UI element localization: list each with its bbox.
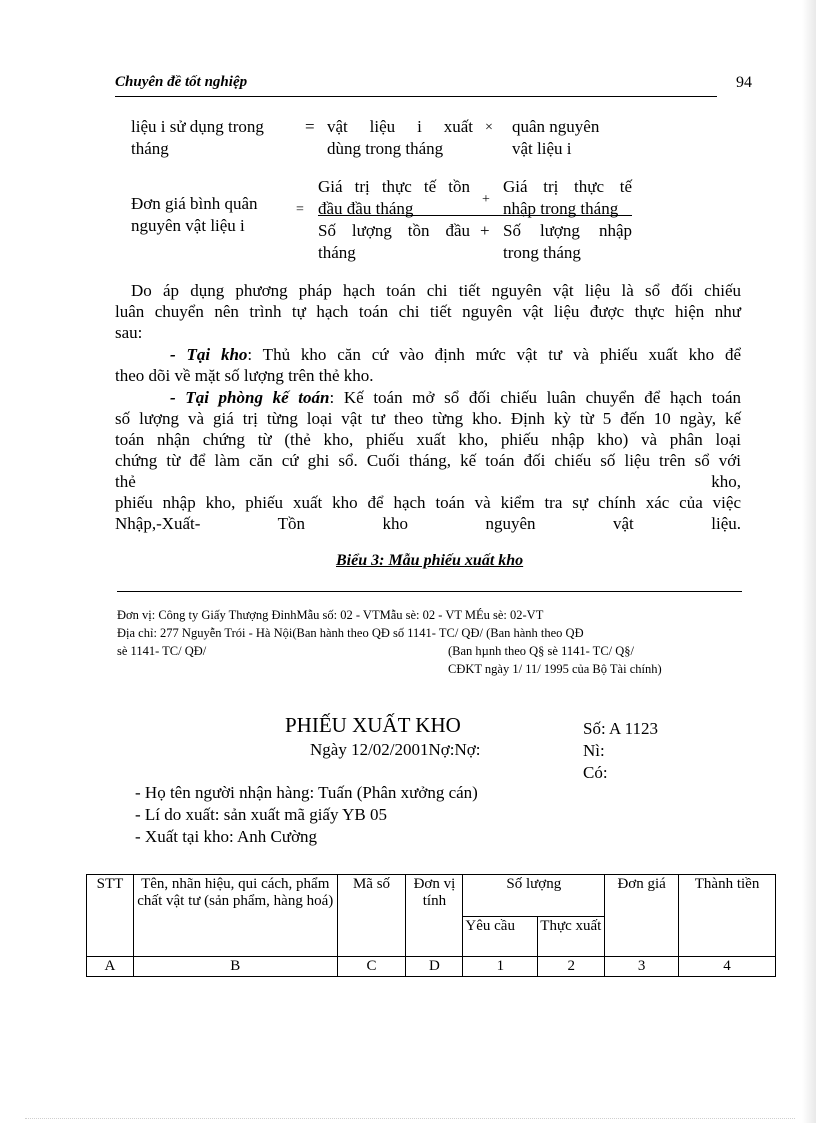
- body-line: thẻ kho,: [115, 472, 741, 491]
- form-decision-line-a: sè 1141- TC/ QĐ/: [117, 644, 207, 658]
- page-edge-shadow: [802, 0, 816, 1123]
- body-line: chứng từ để làm căn cứ ghi sổ. Cuối tháng, kế toán đối chiếu số liệu trên sổ với: [115, 451, 741, 470]
- tai-kho-line: [170, 344, 741, 365]
- formula2-num-a-1: Giá trị thực tế tồn: [318, 177, 470, 196]
- formula1-mid-1: vật liệu i xuất: [327, 117, 473, 136]
- form-warehouse: - Xuất tại kho: Anh Cường: [135, 827, 318, 846]
- form-date: Ngày 12/02/2001Nợ:Nợ:: [310, 740, 481, 759]
- col-header-stt: STT: [87, 875, 134, 957]
- body-line: Do áp dụng phương pháp hạch toán chi tiết nguyên vật liệu là sổ đối chiếu: [131, 281, 741, 300]
- table-code-cell: 3: [605, 957, 679, 977]
- formula2-num-b-2: nhập trong tháng: [503, 199, 619, 218]
- formula2-label-2: nguyên vật liệu i: [131, 216, 245, 235]
- body-line: số lượng và giá trị từng loại vật tư theo từng kho. Định kỳ từ 5 đến 10 ngày, kế: [115, 409, 741, 428]
- formula2-plus-1: +: [482, 192, 490, 207]
- table-code-cell: 2: [538, 957, 605, 977]
- form-number: Số: A 1123: [583, 719, 658, 738]
- formula1-right-2: vật liệu i: [512, 139, 572, 158]
- caption-rule: [117, 591, 742, 592]
- tai-phong-ke-toan-text: : Kế toán mở sổ đối chiếu luân chuyển để hạch toán: [329, 388, 741, 407]
- table-code-cell: C: [337, 957, 406, 977]
- table-code-cell: 4: [679, 957, 776, 977]
- table-code-cell: A: [87, 957, 134, 977]
- table-code-cell: D: [406, 957, 463, 977]
- form-address-line: Địa chỉ: 277 Nguyễn Trói - Hà Nội(Ban hành theo QĐ số 1141- TC/ QĐ/ (Ban hành theo QĐ: [117, 626, 584, 640]
- form-recipient: - Họ tên người nhận hàng: Tuấn (Phân xưởng cán): [135, 783, 478, 802]
- tai-phong-ke-toan-label: - Tại phòng kế toán: [170, 388, 330, 407]
- col-header-quantity: Số lượng: [463, 875, 605, 917]
- issue-slip-table: [86, 874, 776, 977]
- formula2-fraction-bar: [318, 215, 632, 216]
- tai-kho-text: : Thủ kho căn cứ vào định mức vật tư và phiếu xuất kho để: [247, 345, 741, 364]
- body-line: theo dõi về mặt số lượng trên thẻ kho.: [115, 366, 374, 385]
- table-code-cell: 1: [463, 957, 538, 977]
- formula2-num-a-2: đầu đầu tháng: [318, 199, 414, 218]
- formula2-den-a-1: Số lượng tồn đầu: [318, 221, 470, 240]
- table-code-cell: B: [133, 957, 337, 977]
- col-header-unit: Đơn vị tính: [406, 875, 463, 957]
- form-credit: Có:: [583, 763, 608, 782]
- form-unit-line: Đơn vị: Công ty Giấy Thượng ĐỉnhMẫu số: 02 - VTMẫu sè: 02 - VT MÉu sè: 02-VT: [117, 608, 544, 622]
- body-line: toán nhận chứng từ (thẻ kho, phiếu xuất kho, phiếu nhập kho) và phân loại: [115, 430, 741, 449]
- formula2-den-a-2: tháng: [318, 243, 356, 262]
- tai-kho-label: - Tại kho: [170, 345, 248, 364]
- page-number: 94: [736, 74, 752, 91]
- formula2-den-b-1: Số lượng nhập: [503, 221, 632, 240]
- body-line: luân chuyển nên trình tự hạch toán chi tiết nguyên vật liệu được thực hiện như: [115, 302, 741, 321]
- form-title: PHIẾU XUẤT KHO: [285, 713, 461, 737]
- formula1-right-1: quân nguyên: [512, 117, 600, 136]
- col-header-requested: Yêu cầu: [463, 917, 538, 957]
- col-header-code: Mã số: [337, 875, 406, 957]
- page-bottom-dotted-line: [25, 1118, 795, 1119]
- form-decision-line-b: (Ban hµnh theo Q§ sè 1141- TC/ Q§/: [448, 644, 635, 658]
- form-decision-line-c: CĐKT ngày 1/ 11/ 1995 của Bộ Tài chính): [448, 662, 662, 676]
- formula1-left-2: tháng: [131, 139, 169, 158]
- col-header-amount: Thành tiền: [679, 875, 776, 957]
- formula1-mid-2: dùng trong tháng: [327, 139, 444, 158]
- formula2-equals: =: [296, 202, 304, 217]
- running-header-title: Chuyên đề tốt nghiệp: [115, 74, 248, 90]
- formula2-label-1: Đơn giá bình quân: [131, 194, 258, 213]
- body-line: phiếu nhập kho, phiếu xuất kho để hạch toán và kiểm tra sự chính xác của việc: [115, 493, 741, 512]
- formula1-times: ×: [485, 120, 493, 135]
- tai-phong-ke-toan-line: [170, 387, 741, 408]
- formula2-num-b-1: Giá trị thực tế: [503, 177, 632, 196]
- form-reason: - Lí do xuất: sản xuất mã giấy YB 05: [135, 805, 387, 824]
- body-line: sau:: [115, 323, 143, 342]
- figure-caption: Biểu 3: Mẫu phiếu xuất kho: [336, 552, 524, 569]
- formula2-den-b-2: trong tháng: [503, 243, 581, 262]
- col-header-name: Tên, nhãn hiệu, qui cách, phẩm chất vật tư (sản phẩm, hàng hoá): [133, 875, 337, 957]
- body-line: Nhập,-Xuất- Tồn kho nguyên vật liệu.: [115, 514, 741, 533]
- col-header-actual: Thực xuất: [538, 917, 605, 957]
- formula1-left-1: liệu i sử dụng trong: [131, 117, 264, 136]
- header-rule: [115, 96, 717, 97]
- col-header-unit-price: Đơn giá: [605, 875, 679, 957]
- formula2-plus-2: +: [480, 221, 490, 240]
- formula1-equals: =: [305, 117, 315, 136]
- form-debit: Nì:: [583, 741, 605, 760]
